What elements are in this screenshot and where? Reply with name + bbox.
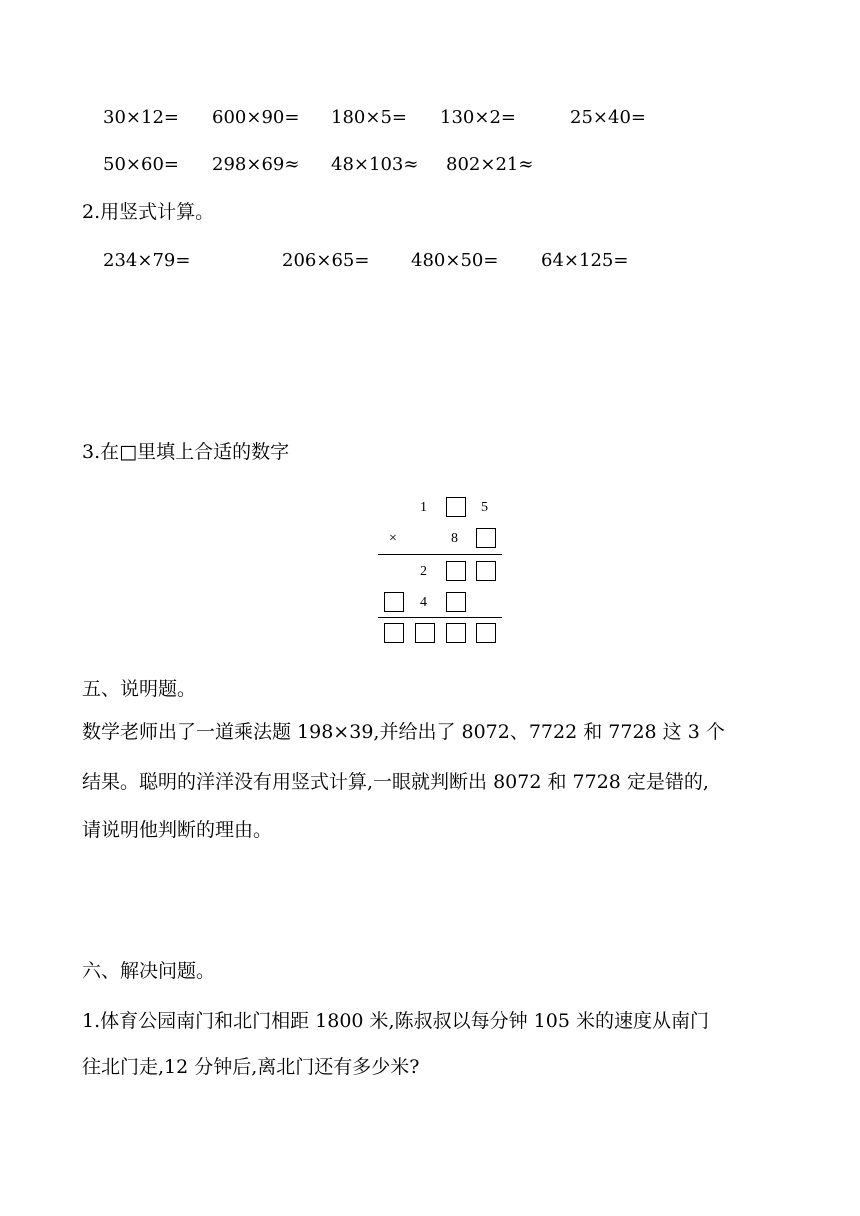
section-6-title: 六、解决问题。 <box>82 960 216 982</box>
oral-calc-item: 30×12= <box>103 107 179 128</box>
oral-calc-item: 802×21≈ <box>446 154 534 175</box>
oral-calc-item: 48×103≈ <box>331 154 419 175</box>
divider-line <box>378 554 502 555</box>
oral-calc-item: 180×5= <box>331 107 407 128</box>
paragraph-line: 请说明他判断的理由。 <box>82 819 273 841</box>
blank-box[interactable] <box>384 623 404 643</box>
paragraph-line: 数学老师出了一道乘法题 198×39,并给出了 8072、7722 和 7728 这 3 个 <box>82 721 725 743</box>
section-5-title: 五、说明题。 <box>82 678 197 700</box>
oral-calc-item: 600×90= <box>212 107 300 128</box>
digit: 4 <box>420 595 427 610</box>
paragraph-line: 结果。聪明的洋洋没有用竖式计算,一眼就判断出 8072 和 7728 定是错的, <box>82 771 709 793</box>
blank-box[interactable] <box>446 592 466 612</box>
paragraph-line: 往北门走,12 分钟后,离北门还有多少米? <box>82 1056 420 1078</box>
paragraph-line: 1.体育公园南门和北门相距 1800 米,陈叔叔以每分钟 105 米的速度从南门 <box>82 1010 709 1032</box>
blank-box[interactable] <box>384 592 404 612</box>
oral-calc-item: 50×60= <box>103 154 179 175</box>
written-calc-item: 64×125= <box>541 250 629 271</box>
blank-box[interactable] <box>446 561 466 581</box>
blank-box[interactable] <box>476 528 496 548</box>
question-2-title: 2.用竖式计算。 <box>82 201 215 223</box>
oral-calc-item: 25×40= <box>570 107 646 128</box>
blank-box[interactable] <box>446 623 466 643</box>
digit: 8 <box>451 531 458 546</box>
digit: 1 <box>420 500 427 515</box>
digit: 2 <box>420 564 427 579</box>
blank-box[interactable] <box>446 497 466 517</box>
blank-box[interactable] <box>476 561 496 581</box>
written-calc-item: 234×79= <box>103 250 191 271</box>
digit: 5 <box>481 500 488 515</box>
written-calc-item: 206×65= <box>282 250 370 271</box>
blank-box[interactable] <box>476 623 496 643</box>
oral-calc-item: 298×69≈ <box>212 154 300 175</box>
multiply-sign: × <box>389 531 397 546</box>
written-calc-item: 480×50= <box>411 250 499 271</box>
divider-line <box>378 617 502 618</box>
oral-calc-item: 130×2= <box>440 107 516 128</box>
blank-box[interactable] <box>415 623 435 643</box>
question-3-title: 3.在□里填上合适的数字 <box>82 441 290 463</box>
